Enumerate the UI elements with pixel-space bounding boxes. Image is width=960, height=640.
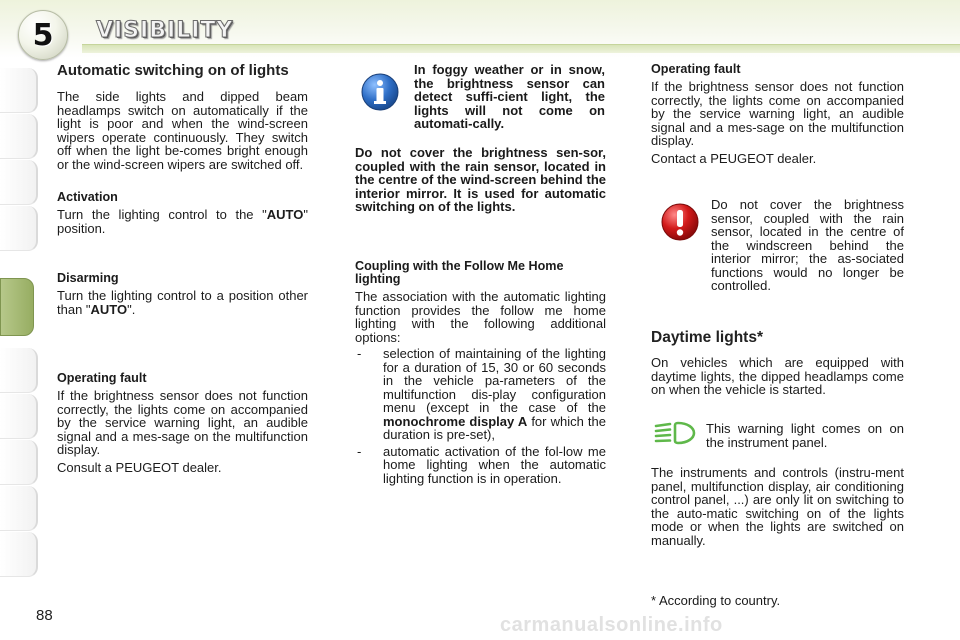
operating-fault-text-right: If the brightness sensor does not function correctly, the lights come on accompanied by the service warning light, an audible signal and a mes-sage on the multifunction display. xyxy=(651,79,904,148)
warning-note-do-not-cover: Do not cover the brightness sensor, coupled with the rain sensor, located in the centre of the windscreen behind the interior mirror; the as-sociated functions would no longer be controlled. xyxy=(711,197,904,293)
daytime-lights-section xyxy=(651,330,904,397)
watermark: carmanualsonline.info xyxy=(500,614,723,636)
right-column xyxy=(651,63,904,165)
follow-me-home-intro: The association with the automatic lighting function provides the follow me home lighting with the following additional options: xyxy=(355,289,606,345)
daytime-lights-indicator-icon xyxy=(654,420,696,446)
chapter-number-badge: 5 xyxy=(18,10,68,60)
operating-fault-heading: Operating fault xyxy=(57,371,147,385)
operating-fault-text: If the brightness sensor does not function correctly, the lights come on accompanied by the service warning light, an audible signal and a mes-sage on the multifunction display. xyxy=(57,388,308,457)
activation-text: Turn the lighting control to the "AUTO" position. xyxy=(57,207,308,236)
daytime-lights-heading: Daytime lights* xyxy=(651,329,763,346)
exclamation-warning-icon xyxy=(660,202,700,242)
page-number: 88 xyxy=(36,607,53,624)
info-note-do-not-cover: Do not cover the brightness sen-sor, coupled with the rain sensor, located in the centre of the wind-screen behind the interior mirror. It is used for automatic switching on of the lights. xyxy=(355,145,606,214)
chapter-tab-active[interactable] xyxy=(0,278,34,336)
disarming-heading: Disarming xyxy=(57,271,119,285)
chapter-tab[interactable] xyxy=(0,206,38,251)
info-icon xyxy=(360,72,400,112)
follow-me-home-heading: Coupling with the Follow Me Home lighting xyxy=(355,259,564,286)
contact-dealer-text: Contact a PEUGEOT dealer. xyxy=(651,150,817,166)
info-note-foggy-weather: In foggy weather or in snow, the brightness sensor can detect suffi-cient light, the lights will not come on automati-cally. xyxy=(414,62,605,131)
chapter-tab[interactable] xyxy=(0,348,38,393)
section-heading-automatic-lights: Automatic switching on of lights xyxy=(57,62,289,79)
chapter-tab[interactable] xyxy=(0,486,38,531)
activation-heading: Activation xyxy=(57,190,118,204)
chapter-side-tabs xyxy=(0,68,44,578)
chapter-tab[interactable] xyxy=(0,114,38,159)
disarming-text: Turn the lighting control to a position other than "AUTO". xyxy=(57,288,308,317)
daytime-indicator-note: This warning light comes on on the instrument panel. xyxy=(706,421,904,450)
follow-me-option-automatic: - automatic activation of the fol-low me home lighting when the automatic lighting function is in operation. xyxy=(357,443,606,486)
follow-me-option-duration: - selection of maintaining of the lighting for a duration of 15, 30 or 60 seconds in the vehicle pa-rameters of the multifunction dis-play configuration menu (except in the case of the monochrome display A for which the duration is pre-set), xyxy=(357,346,606,442)
instruments-note-block xyxy=(651,466,904,547)
chapter-tab[interactable] xyxy=(0,68,38,113)
page-title: VISIBILITY xyxy=(96,18,234,43)
chapter-tab[interactable] xyxy=(0,532,38,577)
list-dash: - xyxy=(357,346,362,361)
instruments-lighting-note: The instruments and controls (instru-ment panel, multifunction display, air conditioning control panel, ...) are only lit on switching to the auto-matic switching on of the lights mode or when the lights are switched on manually. xyxy=(651,465,904,548)
footnote-according-to-country: * According to country. xyxy=(651,593,781,608)
list-dash: - xyxy=(357,443,362,459)
follow-me-home-section xyxy=(355,260,606,485)
daytime-lights-intro: On vehicles which are equipped with daytime lights, the dipped headlamps come on when the vehicle is started. xyxy=(651,355,904,397)
chapter-tab[interactable] xyxy=(0,394,38,439)
chapter-tab[interactable] xyxy=(0,160,38,205)
header-rule xyxy=(82,44,960,53)
automatic-lights-intro: The side lights and dipped beam headlamps switch on automatically if the light is poor and when the wind-screen wipers operate continuously. They switch off when the light be-comes bright enough or the wind-screen wipers are switched off. xyxy=(57,89,308,172)
left-column xyxy=(57,63,308,474)
consult-dealer-text: Consult a PEUGEOT dealer. xyxy=(57,459,222,475)
operating-fault-heading-right: Operating fault xyxy=(651,62,741,76)
chapter-tab[interactable] xyxy=(0,440,38,485)
